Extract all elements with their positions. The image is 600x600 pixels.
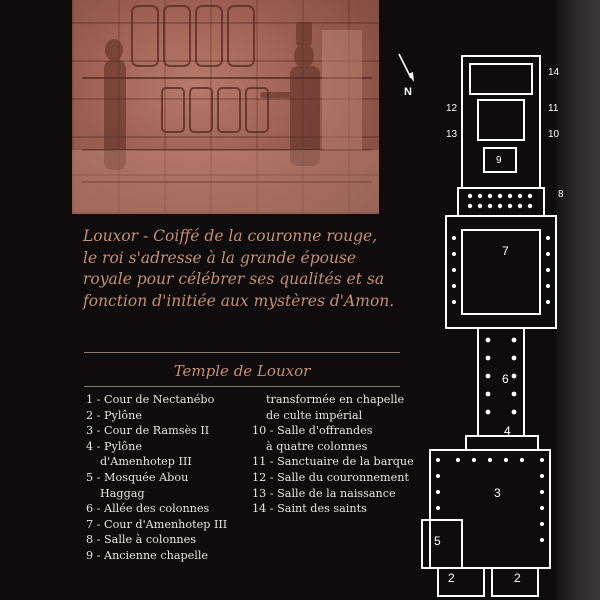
plan-label-3: 3 bbox=[494, 486, 501, 500]
legend-item: 1 - Cour de Nectanébo bbox=[86, 393, 215, 406]
caption-line: le roi s'adresse à la grande épouse bbox=[83, 248, 357, 267]
legend-right-column bbox=[252, 392, 414, 517]
plan-label-14: 14 bbox=[548, 67, 560, 78]
legend-item: 11 - Sanctuaire de la barque bbox=[252, 455, 414, 469]
legend-item: 8 - Salle à colonnes bbox=[86, 533, 196, 547]
legend-item: 3 - Cour de Ramsès II bbox=[86, 424, 210, 438]
north-label: N bbox=[404, 86, 412, 98]
legend-item: 7 - Cour d'Amenhotep III bbox=[86, 517, 228, 531]
plan-label-8: 8 bbox=[558, 189, 564, 200]
plan-label-4: 4 bbox=[504, 424, 511, 438]
plan-label-2-left: 2 bbox=[448, 571, 455, 585]
legend-item: 12 - Salle du couronnement bbox=[252, 470, 409, 484]
legend-item: 14 - Saint des saints bbox=[252, 502, 367, 516]
north-arrow-icon bbox=[395, 50, 417, 86]
caption-line: royale pour célébrer ses qualités et sa bbox=[83, 270, 385, 288]
legend-item: transformée en chapelle bbox=[266, 393, 405, 406]
caption-line: fonction d'initiée aux mystères d'Amon. bbox=[83, 291, 395, 310]
legend-item: 2 - Pylône bbox=[86, 408, 142, 422]
plan-label-6: 6 bbox=[502, 372, 509, 386]
legend-item: à quatre colonnes bbox=[266, 439, 368, 453]
legend-item: 9 - Ancienne chapelle bbox=[86, 548, 209, 562]
legend-title-rule bbox=[84, 386, 400, 387]
legend-item: 13 - Salle de la naissance bbox=[252, 486, 396, 500]
legend-top-rule bbox=[84, 352, 400, 353]
plan-label-11: 11 bbox=[548, 103, 559, 114]
plan-label-13: 13 bbox=[446, 129, 458, 140]
legend-item: de culte impérial bbox=[266, 408, 363, 422]
plan-label-9: 9 bbox=[496, 155, 502, 166]
plan-label-12: 12 bbox=[446, 103, 458, 114]
legend-item: 4 - Pylône bbox=[86, 439, 142, 453]
plan-label-10: 10 bbox=[548, 129, 560, 140]
plan-label-7: 7 bbox=[502, 244, 509, 258]
photo-caption bbox=[83, 226, 395, 312]
legend-item: 5 - Mosquée Abou bbox=[86, 470, 189, 484]
temple-plan bbox=[418, 48, 563, 600]
relief-photo bbox=[72, 0, 379, 214]
plan-label-5: 5 bbox=[434, 534, 441, 548]
caption-line: Louxor - Coiffé de la couronne rouge, bbox=[83, 227, 378, 245]
legend-item: d'Amenhotep III bbox=[100, 455, 192, 469]
plan-label-2-right: 2 bbox=[514, 571, 521, 585]
legend-left-column bbox=[86, 392, 227, 564]
legend-item: 10 - Salle d'offrandes bbox=[252, 424, 373, 438]
legend-item: 6 - Allée des colonnes bbox=[86, 502, 210, 516]
legend-item: Haggag bbox=[100, 486, 145, 500]
legend-title: Temple de Louxor bbox=[173, 362, 311, 380]
